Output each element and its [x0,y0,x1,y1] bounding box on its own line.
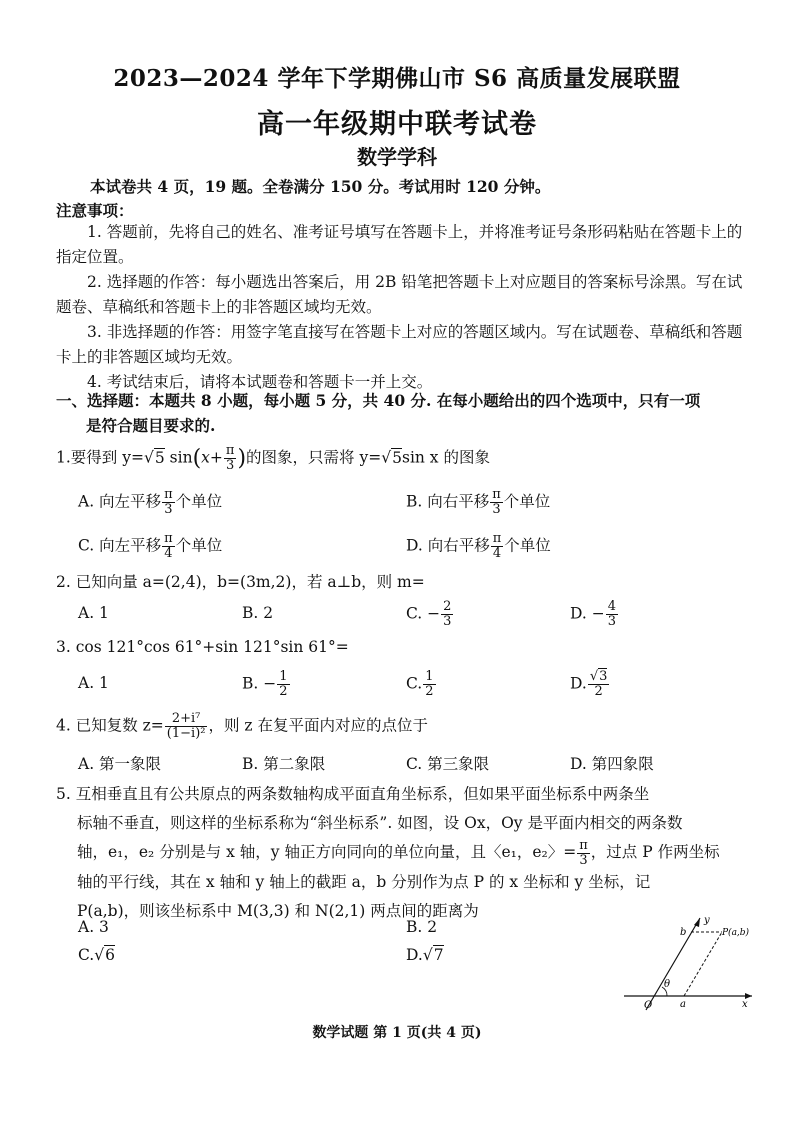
label-a: a [680,999,686,1010]
q4-text-b: ，则 z 在复平面内对应的点位于 [208,716,429,735]
q5-line4: 轴的平行线，其在 x 轴和 y 轴上的截距 a，b 分别作为点 P 的 x 坐标和 y 坐标，记 [77,872,651,891]
exam-intro: 本试卷共 4 页，19 题。全卷满分 150 分。考试用时 120 分钟。 [90,177,551,196]
option-b: B. − $\frac{1}{2}$ [242,669,288,699]
option-c: C. 第三象限 [406,755,490,773]
note-item: 4. 考试结束后，请将本试题卷和答题卡一并上交。 [87,373,433,391]
q1-text-a: 要得到 y= [70,448,144,467]
option-b: B. 第二象限 [242,755,326,773]
notes-heading: 注意事项： [56,201,134,220]
option-c: C. $\frac{1}{2}$ [406,669,434,699]
option-a: A. 3 [78,918,109,936]
sqrt-5: √5 [381,448,402,467]
label-p: P(a,b) [722,928,750,938]
fraction-z: $\frac{\text{2+i⁷}}{\text{(1−i)²}}$ [166,711,206,741]
q1-number: 1. [56,448,71,467]
option-d: D.√7 [406,946,444,964]
option-b: B. 2 [242,604,274,622]
option-c: C. − $\frac{2}{3}$ [406,599,452,629]
question-4 [56,712,756,741]
option-b: B. 向右平移 $\frac{\pi}{3}$ 个单位 [406,487,551,517]
q5-line3: 轴，e₁，e₂ 分别是与 x 轴，y 轴正方向同向的单位向量，且〈e₁，e₂〉= $\frac{\pi}{3}$ ，过点 P 作两坐标 [77,837,720,868]
question-5 [56,780,756,926]
section-1-line1: 一、选择题：本题共 8 小题，每小题 5 分，共 40 分. 在每小题给出的四个选项中，只有一项 [56,391,701,410]
label-y: y [704,915,710,926]
q5-line1: 5. 互相垂直且有公共原点的两条数轴构成平面直角坐标系，但如果平面坐标系中两条坐 [56,785,650,803]
label-theta: θ [664,979,671,990]
notes-list [56,220,756,395]
q5-line2: 标轴不垂直，则这样的坐标系称为“斜坐标系”. 如图，设 Ox，Oy 是平面内相交的两条数 [77,814,683,832]
option-a: A. 1 [78,604,109,622]
page-footer: 数学试题 第 1 页(共 4 页) [312,1025,482,1041]
q1-text-c: 的图象，只需将 y= [246,448,382,467]
sqrt-5: √5 [143,448,165,467]
option-a: A. 第一象限 [78,755,162,773]
option-a: A. 向左平移 $\frac{\pi}{3}$ 个单位 [78,487,223,517]
question-3: 3. cos 121°cos 61°+sin 121°sin 61°= [56,638,349,656]
option-c: C.√6 [78,946,115,964]
q1-text-d: sin x 的图象 [401,448,490,467]
label-o: O [644,1000,653,1011]
question-2: 2. 已知向量 a=(2,4)，b=(3m,2)，若 a⊥b，则 m= [56,573,425,591]
exam-title-line1: 2023—2024 学年下学期佛山市 S6 高质量发展联盟 [113,65,681,92]
oblique-coordinate-figure [618,912,758,1012]
section-1-heading [56,388,756,438]
note-item: 2. 选择题的作答：每小题选出答案后，用 2B 铅笔把答题卡上对应题目的答案标号涂黑。写在试题卷、草稿纸和答题卡上的非答题区域均无效。 [56,273,743,316]
option-d: D. 向右平移 $\frac{\pi}{4}$ 个单位 [406,531,551,561]
exam-title-line2: 高一年级期中联考试卷 [257,109,537,140]
question-1: 1.要得到 y=√5 sin(x+ $\frac{\pi}{3}$ )的图象，只需将 y=√5sin x 的图象 [56,443,490,473]
parallel-to-y [684,932,722,996]
option-d: D. − $\frac{4}{3}$ [570,599,616,629]
option-d: D. 第四象限 [570,755,654,773]
subject-title: 数学学科 [357,145,437,169]
label-x: x [742,999,748,1010]
q4-text-a: 4. 已知复数 z= [56,716,164,735]
option-a: A. 1 [78,674,109,692]
option-d: D. $\frac{√3}{2}$ [570,669,608,699]
label-b: b [680,927,687,938]
q5-line5: P(a,b)，则该坐标系中 M(3,3) 和 N(2,1) 两点间的距离为 [77,901,479,920]
option-b: B. 2 [406,918,438,936]
q1-x-plus: x+ [201,448,223,467]
note-item: 1. 答题前，先将自己的姓名、准考证号填写在答题卡上，并将准考证号条形码粘贴在答题卡上的指定位置。 [56,223,743,266]
section-1-line2: 是符合题目要求的. [86,416,216,435]
option-c: C. 向左平移 $\frac{\pi}{4}$ 个单位 [78,531,223,561]
fraction-pi-3: $\frac{\pi}{3}$ [225,443,235,473]
q1-sin: sin [169,448,193,467]
note-item: 3. 非选择题的作答：用签字笔直接写在答题卡上对应的答题区域内。写在试题卷、草稿纸和答题卡上的非答题区域均无效。 [56,323,743,366]
